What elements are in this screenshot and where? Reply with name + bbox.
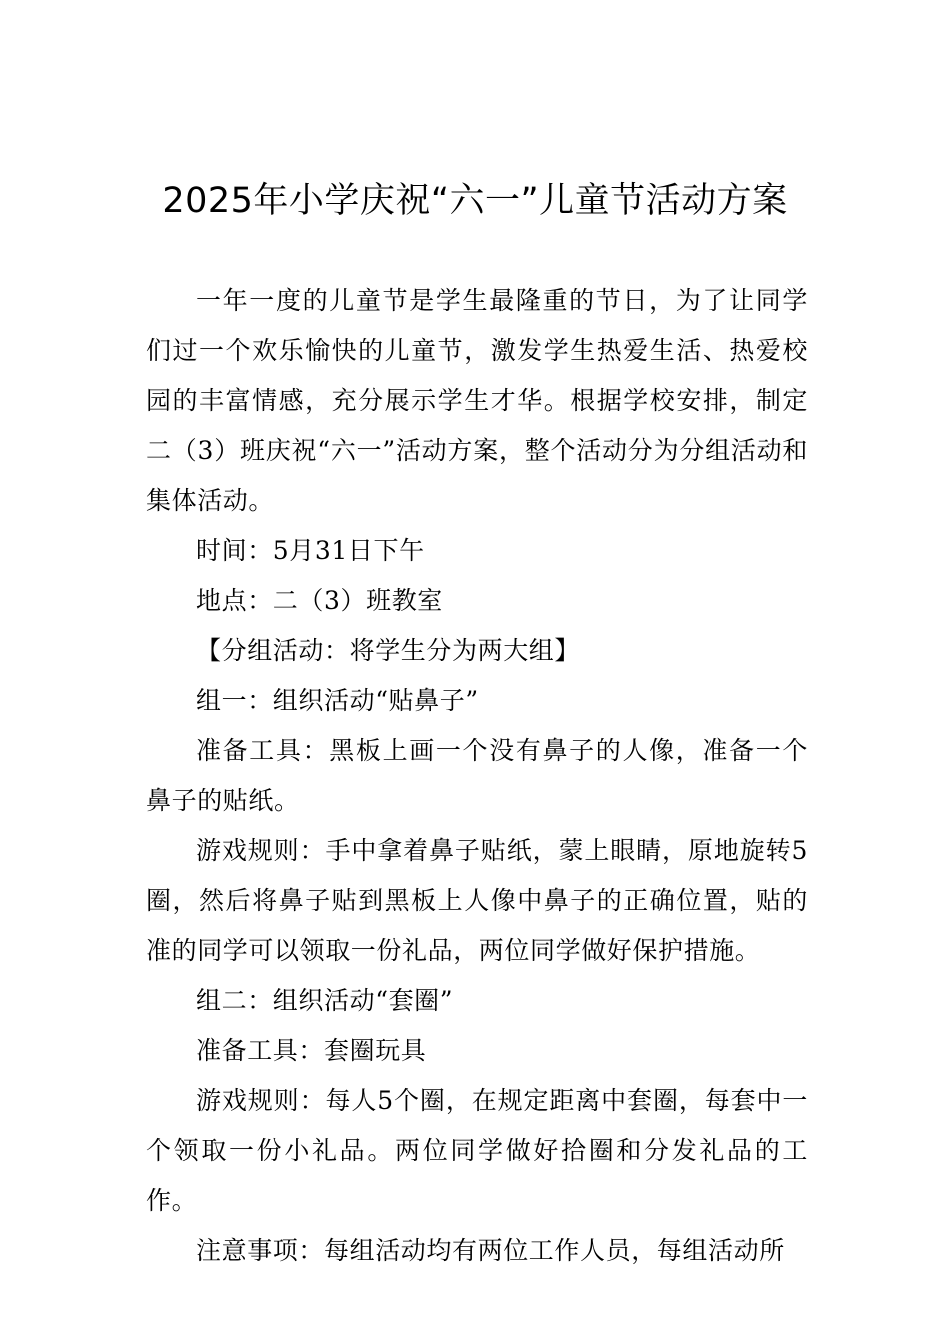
paragraph-group2-title: 组二：组织活动“套圈” (196, 986, 454, 1015)
paragraph-group1-tools: 准备工具：黑板上画一个没有鼻子的人像，准备一个鼻子的贴纸。 (146, 736, 808, 815)
paragraph-group2-tools: 准备工具：套圈玩具 (196, 1036, 427, 1065)
paragraph-group-heading: 【分组活动：将学生分为两大组】 (196, 636, 581, 665)
document-title: 2025年小学庆祝“六一”儿童节活动方案 (162, 181, 788, 221)
document-body (146, 276, 808, 1276)
paragraph-group2-rules: 游戏规则：每人5个圈，在规定距离中套圈，每套中一个领取一份小礼品。两位同学做好拾圈和分发礼品的工作。 (146, 1086, 808, 1215)
paragraph-group1-rules: 游戏规则：手中拿着鼻子贴纸，蒙上眼睛，原地旋转5圈，然后将鼻子贴到黑板上人像中鼻子的正确位置，贴的准的同学可以领取一份礼品，两位同学做好保护措施。 (146, 836, 808, 965)
paragraph-notes: 注意事项：每组活动均有两位工作人员，每组活动所 (196, 1236, 785, 1265)
paragraph-group1-title: 组一：组织活动“贴鼻子” (196, 686, 479, 715)
paragraph-intro: 一年一度的儿童节是学生最隆重的节日，为了让同学们过一个欢乐愉快的儿童节，激发学生热爱生活、热爱校园的丰富情感，充分展示学生才华。根据学校安排，制定二（3）班庆祝“六一”活动方案，整个活动分为分组活动和集体活动。 (146, 286, 808, 515)
paragraph-time: 时间：5月31日下午 (196, 536, 425, 565)
paragraph-location: 地点：二（3）班教室 (196, 586, 443, 615)
